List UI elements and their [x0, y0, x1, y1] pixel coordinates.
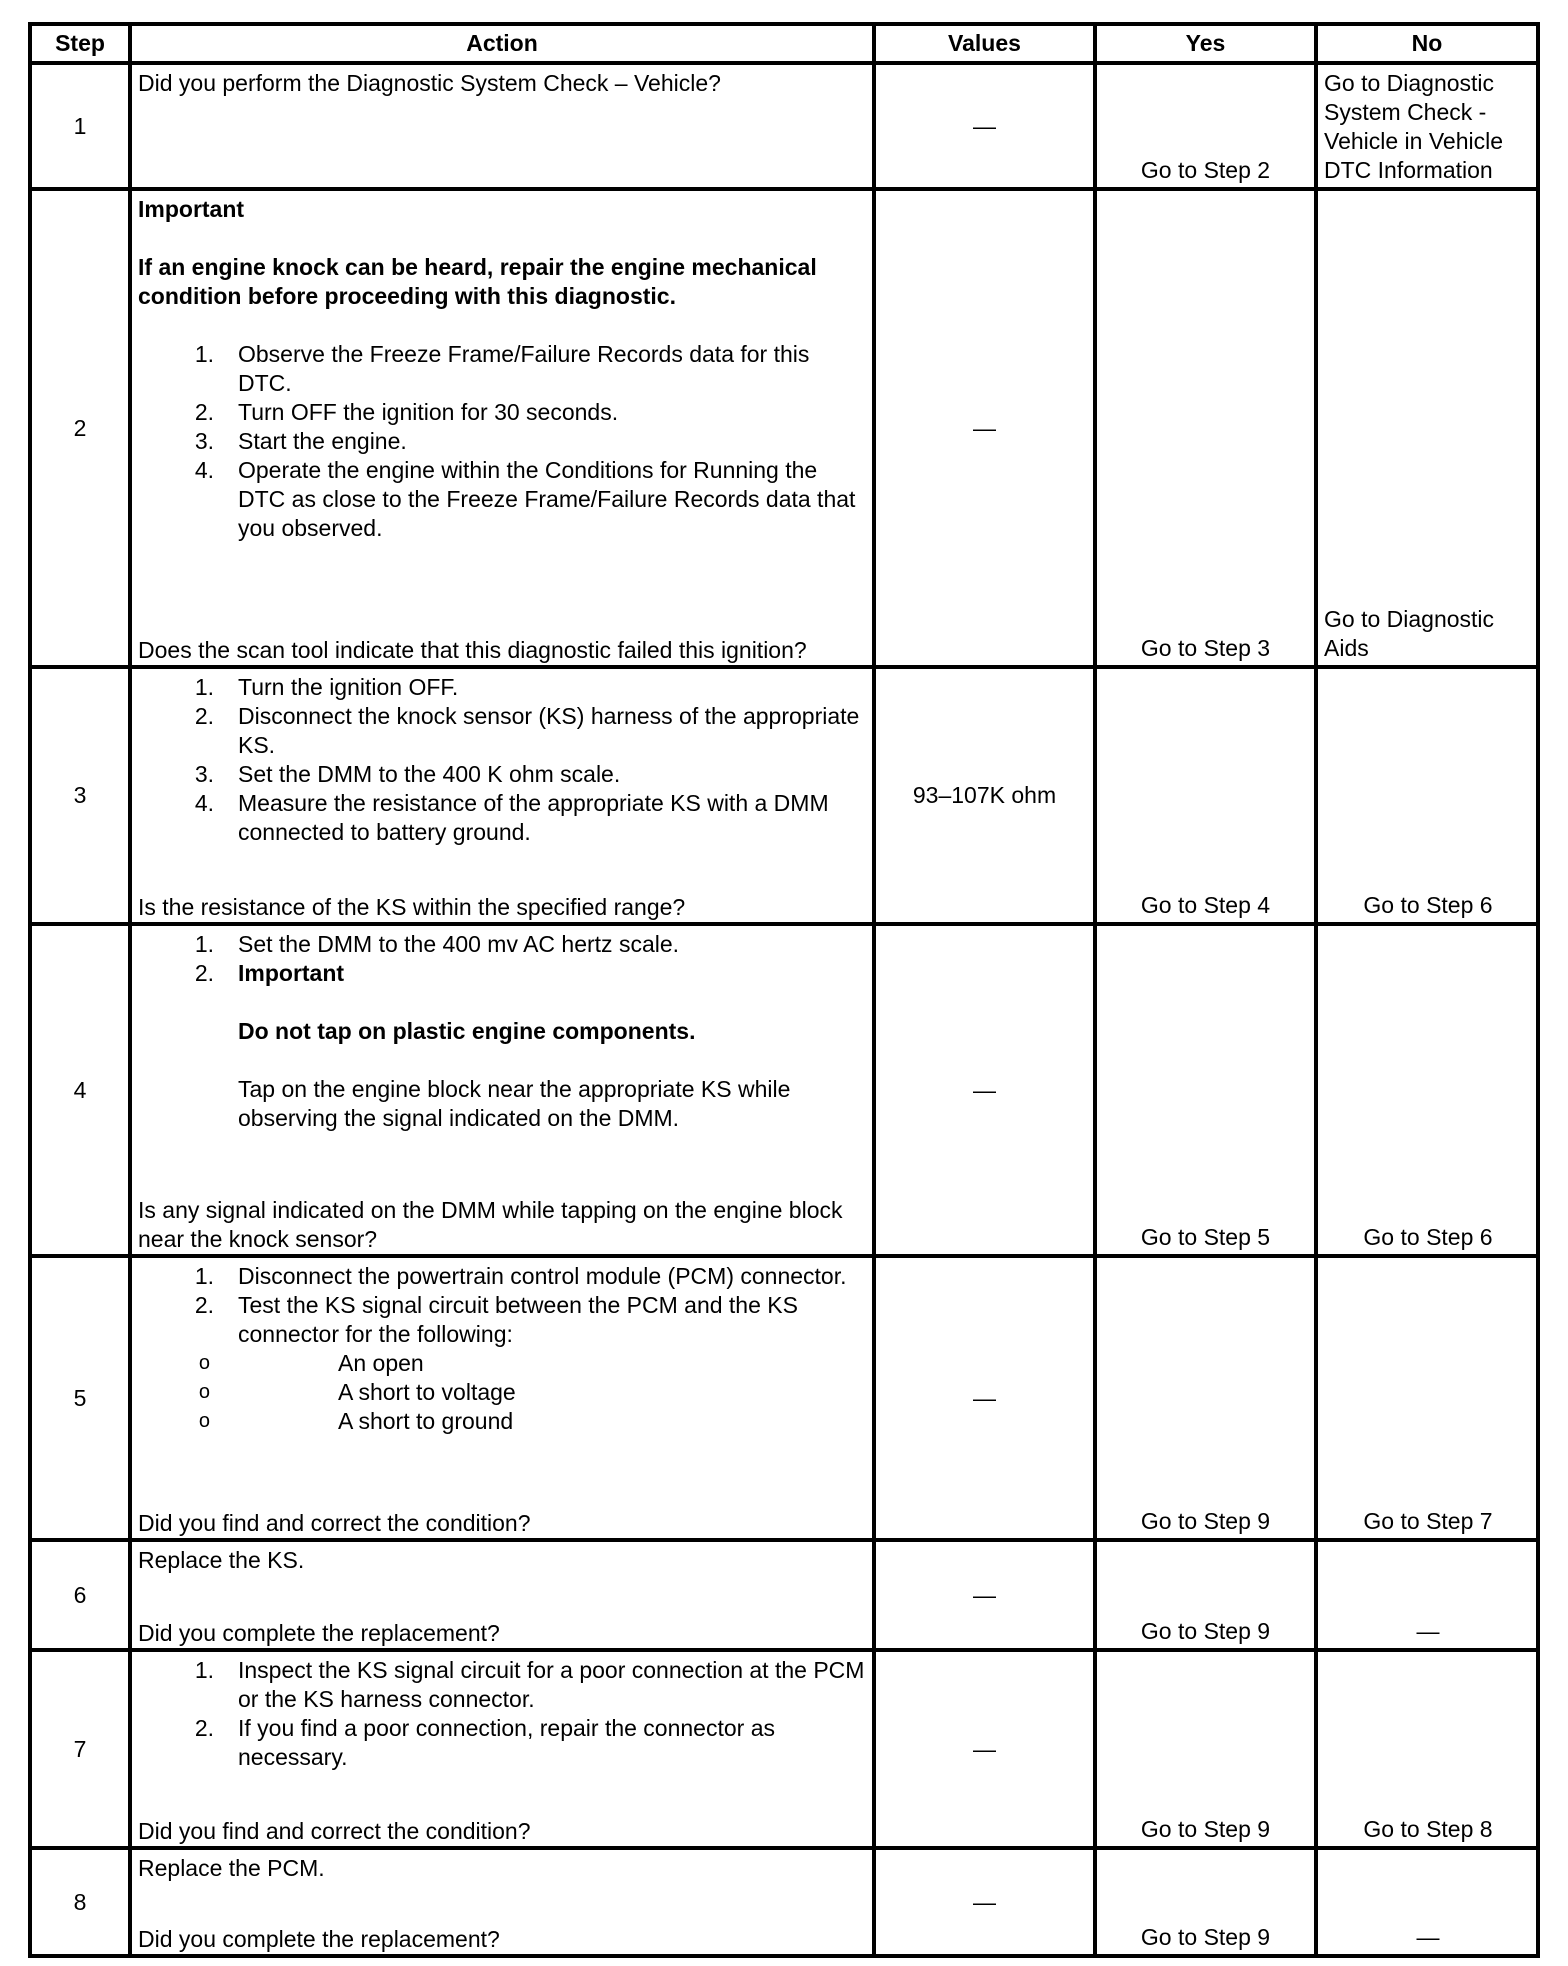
yes-cell: Go to Step 9: [1097, 1652, 1318, 1850]
table-row: [32, 926, 1540, 1258]
list-item: 1. Turn the ignition OFF.: [194, 674, 459, 700]
action-cell: [132, 926, 876, 1258]
bullet-item: o An open: [198, 1350, 424, 1376]
list-item: 1. Inspect the KS signal circuit for a poor connection at the PCM or the KS harness connector.: [194, 1657, 865, 1712]
action-cell: [132, 1258, 876, 1542]
question-text: Did you complete the replacement?: [138, 1620, 500, 1646]
important-title: Important: [138, 196, 245, 222]
bullet-item: o A short to voltage: [198, 1379, 516, 1405]
action-cell: [132, 191, 876, 669]
values-cell: —: [876, 1652, 1097, 1850]
question-text: Does the scan tool indicate that this diagnostic failed this ignition?: [138, 637, 807, 663]
header-row: [32, 26, 1540, 65]
question-text: Did you perform the Diagnostic System Check – Vehicle?: [138, 70, 721, 96]
step-list: [138, 1262, 866, 1436]
list-item: 4. Operate the engine within the Conditions for Running the DTC as close to the Freeze Frame/Failure Records data that you observed.: [194, 457, 856, 541]
header-values: Values: [876, 26, 1097, 65]
yes-cell: Go to Step 9: [1097, 1850, 1318, 1958]
yes-cell: Go to Step 3: [1097, 191, 1318, 669]
no-cell: Go to Step 6: [1318, 669, 1540, 926]
list-item: 4. Measure the resistance of the appropriate KS with a DMM connected to battery ground.: [194, 790, 829, 845]
step-number: 4: [32, 926, 132, 1258]
step-number: 8: [32, 1850, 132, 1958]
instruction-text: Replace the KS.: [138, 1547, 305, 1573]
step-list: [138, 1656, 866, 1772]
table-row: [32, 191, 1540, 669]
header-yes: Yes: [1097, 26, 1318, 65]
list-item: 2. Turn OFF the ignition for 30 seconds.: [194, 399, 619, 425]
yes-cell: Go to Step 5: [1097, 926, 1318, 1258]
step-list: [138, 673, 866, 847]
bullet-item: o A short to ground: [198, 1408, 514, 1434]
question-text: Is the resistance of the KS within the specified range?: [138, 894, 686, 920]
values-cell: 93–107K ohm: [876, 669, 1097, 926]
values-cell: —: [876, 65, 1097, 191]
important-text: Do not tap on plastic engine components.: [238, 1018, 696, 1044]
values-cell: —: [876, 191, 1097, 669]
step-list: [138, 930, 866, 1133]
item-text: Tap on the engine block near the appropriate KS while observing the signal indicated on the DMM.: [238, 1076, 791, 1131]
list-item: 1. Observe the Freeze Frame/Failure Records data for this DTC.: [194, 341, 810, 396]
table-row: [32, 1652, 1540, 1850]
header-no: No: [1318, 26, 1540, 65]
bullet-list: [138, 1349, 866, 1436]
list-item: 3. Start the engine.: [194, 428, 407, 454]
list-item: 2. Important Do not tap on plastic engine components. Tap on the engine block near the appropriate KS while observing the signal indicated on the DMM.: [138, 959, 866, 1133]
step-number: 7: [32, 1652, 132, 1850]
action-cell: [132, 669, 876, 926]
no-cell: Go to Diagnostic System Check - Vehicle in Vehicle DTC Information: [1318, 65, 1540, 191]
step-number: 3: [32, 669, 132, 926]
yes-cell: Go to Step 4: [1097, 669, 1318, 926]
table-row: [32, 1542, 1540, 1652]
action-cell: [132, 1850, 876, 1958]
no-cell: Go to Step 7: [1318, 1258, 1540, 1542]
step-number: 6: [32, 1542, 132, 1652]
table-row: [32, 1850, 1540, 1958]
yes-cell: Go to Step 9: [1097, 1258, 1318, 1542]
list-item: 2. Test the KS signal circuit between the PCM and the KS connector for the following: o An open o A short to voltage o A short to ground: [138, 1291, 866, 1436]
list-item: 2. Disconnect the knock sensor (KS) harness of the appropriate KS.: [194, 703, 860, 758]
list-item: 1. Disconnect the powertrain control module (PCM) connector.: [194, 1263, 847, 1289]
question-text: Did you find and correct the condition?: [138, 1818, 531, 1844]
list-item: 1. Set the DMM to the 400 mv AC hertz scale.: [194, 931, 680, 957]
header-action: Action: [132, 26, 876, 65]
important-title: Important: [238, 960, 345, 986]
question-text: Did you complete the replacement?: [138, 1926, 500, 1952]
no-cell: Go to Step 6: [1318, 926, 1540, 1258]
no-cell: Go to Step 8: [1318, 1652, 1540, 1850]
step-number: 5: [32, 1258, 132, 1542]
question-text: Did you find and correct the condition?: [138, 1510, 531, 1536]
step-number: 2: [32, 191, 132, 669]
no-cell: —: [1318, 1542, 1540, 1652]
action-cell: [132, 1542, 876, 1652]
step-list: [138, 340, 866, 543]
values-cell: —: [876, 1258, 1097, 1542]
step-number: 1: [32, 65, 132, 191]
values-cell: —: [876, 1542, 1097, 1652]
table-row: [32, 1258, 1540, 1542]
yes-cell: Go to Step 9: [1097, 1542, 1318, 1652]
values-cell: —: [876, 926, 1097, 1258]
question-text: Is any signal indicated on the DMM while tapping on the engine block near the knock sensor?: [138, 1197, 843, 1252]
header-step: Step: [32, 26, 132, 65]
instruction-text: Replace the PCM.: [138, 1855, 325, 1881]
important-text: If an engine knock can be heard, repair the engine mechanical condition before proceeding with this diagnostic.: [138, 254, 817, 309]
no-cell: —: [1318, 1850, 1540, 1958]
yes-cell: Go to Step 2: [1097, 65, 1318, 191]
item-text: Test the KS signal circuit between the PCM and the KS connector for the following:: [238, 1292, 798, 1347]
action-cell: [132, 1652, 876, 1850]
table-row: [32, 65, 1540, 191]
values-cell: —: [876, 1850, 1097, 1958]
list-item: 2. If you find a poor connection, repair the connector as necessary.: [194, 1715, 775, 1770]
no-cell: Go to Diagnostic Aids: [1318, 191, 1540, 669]
diagnostic-table: [28, 22, 1540, 1958]
table-row: [32, 669, 1540, 926]
action-cell: [132, 65, 876, 191]
list-item: 3. Set the DMM to the 400 K ohm scale.: [194, 761, 621, 787]
